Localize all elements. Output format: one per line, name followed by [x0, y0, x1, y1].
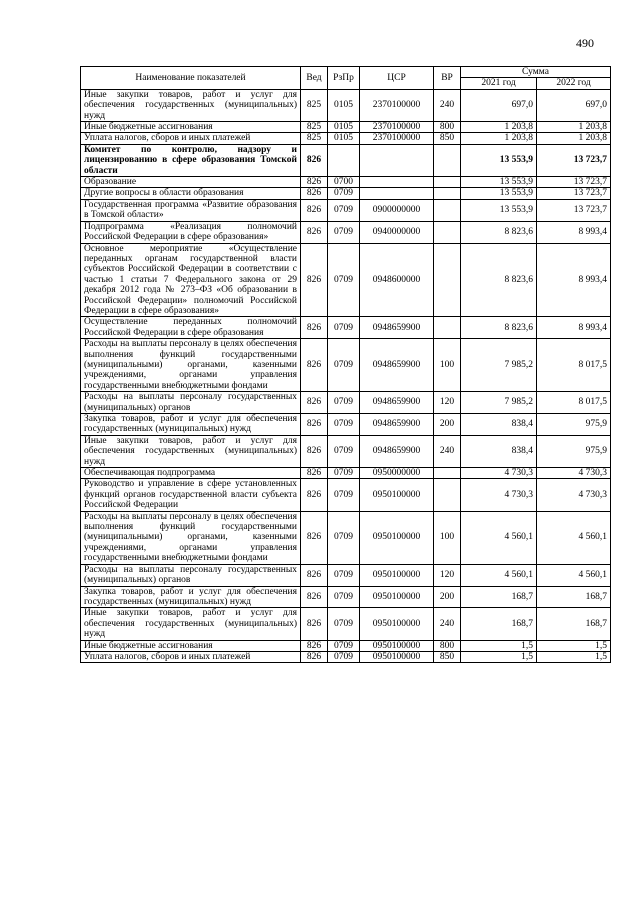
row-sum-2022: 4 560,1	[537, 564, 611, 586]
row-sum-2021: 4 730,3	[461, 468, 537, 479]
row-sum-2022: 4 560,1	[537, 511, 611, 564]
row-sum-2021: 4 560,1	[461, 511, 537, 564]
row-csr: 0950100000	[360, 640, 434, 651]
header-year-2022: 2022 год	[537, 78, 611, 89]
row-sum-2022: 1,5	[537, 651, 611, 662]
row-ved: 826	[301, 221, 328, 243]
row-vr	[434, 199, 461, 221]
table-row	[81, 188, 611, 199]
row-rzpr: 0709	[328, 317, 360, 339]
row-sum-2022: 975,9	[537, 414, 611, 436]
row-sum-2022: 13 723,7	[537, 177, 611, 188]
table-body	[81, 89, 611, 663]
row-sum-2021: 168,7	[461, 608, 537, 640]
row-name: Другие вопросы в области образования	[81, 188, 301, 199]
row-rzpr: 0709	[328, 339, 360, 392]
row-csr: 0948600000	[360, 243, 434, 317]
row-sum-2021: 4 730,3	[461, 479, 537, 511]
row-vr	[434, 317, 461, 339]
row-rzpr: 0709	[328, 243, 360, 317]
table-header	[81, 67, 611, 90]
header-year-2021: 2021 год	[461, 78, 537, 89]
row-sum-2022: 975,9	[537, 435, 611, 467]
row-vr	[434, 144, 461, 176]
row-rzpr: 0105	[328, 122, 360, 133]
row-csr: 0950100000	[360, 479, 434, 511]
row-name: Расходы на выплаты персоналу в целях обеспечения выполнения функций государственными (муниципальными) органами, казенными учреждениями, органами управления государственными внебюджетными фондами	[81, 339, 301, 392]
row-name: Подпрограмма «Реализация полномочий Российской Федерации в сфере образования»	[81, 221, 301, 243]
row-sum-2021: 4 560,1	[461, 564, 537, 586]
row-vr	[434, 221, 461, 243]
row-name: Уплата налогов, сборов и иных платежей	[81, 651, 301, 662]
row-sum-2022: 1 203,8	[537, 133, 611, 144]
row-rzpr: 0105	[328, 89, 360, 121]
row-name: Закупка товаров, работ и услуг для обеспечения государственных (муниципальных) нужд	[81, 414, 301, 436]
row-name: Иные закупки товаров, работ и услуг для обеспечения государственных (муниципальных) нужд	[81, 89, 301, 121]
row-ved: 826	[301, 243, 328, 317]
header-csr: ЦСР	[360, 67, 434, 90]
row-ved: 825	[301, 133, 328, 144]
table-row	[81, 608, 611, 640]
row-csr: 0950100000	[360, 564, 434, 586]
header-rzpr: РзПр	[328, 67, 360, 90]
row-name: Осуществление переданных полномочий Российской Федерации в сфере образования	[81, 317, 301, 339]
row-sum-2022: 4 730,3	[537, 479, 611, 511]
table-row	[81, 468, 611, 479]
header-ved: Вед	[301, 67, 328, 90]
row-rzpr: 0709	[328, 188, 360, 199]
row-ved: 826	[301, 586, 328, 608]
row-sum-2021: 838,4	[461, 435, 537, 467]
row-rzpr: 0709	[328, 586, 360, 608]
row-name: Закупка товаров, работ и услуг для обеспечения государственных (муниципальных) нужд	[81, 586, 301, 608]
header-name: Наименование показателей	[81, 67, 301, 90]
row-sum-2021: 1 203,8	[461, 133, 537, 144]
row-ved: 825	[301, 122, 328, 133]
row-rzpr: 0700	[328, 177, 360, 188]
row-name: Расходы на выплаты персоналу в целях обеспечения выполнения функций государственными (муниципальными) органами, казенными учреждениями, органами управления государственными внебюджетными фондами	[81, 511, 301, 564]
row-vr: 240	[434, 608, 461, 640]
row-csr: 0948659900	[360, 392, 434, 414]
table-row	[81, 177, 611, 188]
row-sum-2021: 7 985,2	[461, 392, 537, 414]
table-row	[81, 243, 611, 317]
row-rzpr: 0105	[328, 133, 360, 144]
row-name: Образование	[81, 177, 301, 188]
row-vr: 240	[434, 89, 461, 121]
row-sum-2021: 8 823,6	[461, 317, 537, 339]
row-vr: 800	[434, 122, 461, 133]
row-name: Иные бюджетные ассигнования	[81, 122, 301, 133]
row-ved: 826	[301, 651, 328, 662]
row-csr: 0948659900	[360, 435, 434, 467]
row-sum-2021: 1,5	[461, 651, 537, 662]
row-name: Иные закупки товаров, работ и услуг для обеспечения государственных (муниципальных) нужд	[81, 435, 301, 467]
row-csr: 0950100000	[360, 608, 434, 640]
table-row	[81, 392, 611, 414]
budget-table	[80, 66, 611, 663]
row-name: Иные бюджетные ассигнования	[81, 640, 301, 651]
row-sum-2022: 13 723,7	[537, 188, 611, 199]
row-sum-2022: 8 017,5	[537, 339, 611, 392]
row-sum-2022: 8 993,4	[537, 221, 611, 243]
row-ved: 826	[301, 468, 328, 479]
row-ved: 826	[301, 479, 328, 511]
row-sum-2022: 1,5	[537, 640, 611, 651]
row-csr: 2370100000	[360, 122, 434, 133]
row-sum-2022: 168,7	[537, 586, 611, 608]
row-vr: 120	[434, 392, 461, 414]
row-vr: 200	[434, 586, 461, 608]
row-csr: 0950000000	[360, 468, 434, 479]
row-rzpr: 0709	[328, 221, 360, 243]
row-vr	[434, 479, 461, 511]
row-rzpr: 0709	[328, 511, 360, 564]
row-rzpr: 0709	[328, 651, 360, 662]
row-rzpr	[328, 144, 360, 176]
table-row	[81, 144, 611, 176]
row-csr	[360, 188, 434, 199]
row-sum-2022: 13 723,7	[537, 144, 611, 176]
row-ved: 826	[301, 511, 328, 564]
row-name: Обеспечивающая подпрограмма	[81, 468, 301, 479]
row-csr: 0948659900	[360, 339, 434, 392]
table-row	[81, 414, 611, 436]
row-csr: 0948659900	[360, 414, 434, 436]
row-sum-2021: 8 823,6	[461, 221, 537, 243]
row-ved: 826	[301, 199, 328, 221]
row-rzpr: 0709	[328, 414, 360, 436]
row-vr	[434, 468, 461, 479]
row-rzpr: 0709	[328, 435, 360, 467]
row-csr: 0940000000	[360, 221, 434, 243]
row-ved: 826	[301, 608, 328, 640]
row-ved: 826	[301, 392, 328, 414]
row-vr: 850	[434, 651, 461, 662]
row-rzpr: 0709	[328, 392, 360, 414]
row-sum-2022: 4 730,3	[537, 468, 611, 479]
table-row	[81, 564, 611, 586]
row-name: Государственная программа «Развитие образования в Томской области»	[81, 199, 301, 221]
table-row	[81, 221, 611, 243]
row-sum-2021: 8 823,6	[461, 243, 537, 317]
row-vr	[434, 188, 461, 199]
row-ved: 826	[301, 339, 328, 392]
row-sum-2021: 697,0	[461, 89, 537, 121]
row-name: Руководство и управление в сфере установленных функций органов государственной власти субъекта Российской Федерации	[81, 479, 301, 511]
table-row	[81, 640, 611, 651]
row-sum-2021: 13 553,9	[461, 144, 537, 176]
table-row	[81, 199, 611, 221]
row-rzpr: 0709	[328, 640, 360, 651]
row-vr: 850	[434, 133, 461, 144]
row-ved: 825	[301, 89, 328, 121]
row-sum-2021: 1,5	[461, 640, 537, 651]
page-number: 490	[576, 36, 594, 50]
row-sum-2022: 697,0	[537, 89, 611, 121]
row-rzpr: 0709	[328, 564, 360, 586]
table-row	[81, 89, 611, 121]
row-vr: 200	[434, 414, 461, 436]
table-row	[81, 479, 611, 511]
row-csr: 0950100000	[360, 511, 434, 564]
row-vr: 120	[434, 564, 461, 586]
row-ved: 826	[301, 177, 328, 188]
row-name: Расходы на выплаты персоналу государственных (муниципальных) органов	[81, 564, 301, 586]
row-vr: 240	[434, 435, 461, 467]
row-ved: 826	[301, 317, 328, 339]
table-row	[81, 122, 611, 133]
row-vr: 800	[434, 640, 461, 651]
row-sum-2021: 13 553,9	[461, 188, 537, 199]
row-ved: 826	[301, 640, 328, 651]
row-sum-2022: 1 203,8	[537, 122, 611, 133]
table-row	[81, 317, 611, 339]
table-row	[81, 339, 611, 392]
row-sum-2021: 1 203,8	[461, 122, 537, 133]
row-csr: 2370100000	[360, 133, 434, 144]
row-sum-2022: 8 993,4	[537, 243, 611, 317]
row-sum-2021: 13 553,9	[461, 199, 537, 221]
row-csr: 0900000000	[360, 199, 434, 221]
row-rzpr: 0709	[328, 199, 360, 221]
row-name: Расходы на выплаты персоналу государственных (муниципальных) органов	[81, 392, 301, 414]
row-csr	[360, 177, 434, 188]
row-name: Комитет по контролю, надзору и лицензированию в сфере образования Томской области	[81, 144, 301, 176]
table-row	[81, 651, 611, 662]
header-sum: Сумма	[461, 67, 611, 78]
table-row	[81, 586, 611, 608]
row-sum-2021: 838,4	[461, 414, 537, 436]
row-vr: 100	[434, 511, 461, 564]
row-csr: 0950100000	[360, 651, 434, 662]
header-vr: ВР	[434, 67, 461, 90]
row-csr: 0950100000	[360, 586, 434, 608]
row-name: Основное мероприятие «Осуществление переданных органам государственной власти субъектов Российской Федерации в соответствии с частью 1 статьи 7 Федерального закона от 29 декабря 2012 года № 273–ФЗ «Об образовании в Российской Федерации» полномочий Российской Федерации в сфере образования»	[81, 243, 301, 317]
row-sum-2021: 168,7	[461, 586, 537, 608]
row-sum-2021: 7 985,2	[461, 339, 537, 392]
table-row	[81, 435, 611, 467]
row-rzpr: 0709	[328, 608, 360, 640]
table-row	[81, 511, 611, 564]
row-csr	[360, 144, 434, 176]
row-ved: 826	[301, 188, 328, 199]
row-rzpr: 0709	[328, 479, 360, 511]
row-sum-2022: 8 993,4	[537, 317, 611, 339]
row-ved: 826	[301, 414, 328, 436]
row-sum-2022: 8 017,5	[537, 392, 611, 414]
row-vr	[434, 243, 461, 317]
row-csr: 2370100000	[360, 89, 434, 121]
row-vr: 100	[434, 339, 461, 392]
row-rzpr: 0709	[328, 468, 360, 479]
row-sum-2022: 13 723,7	[537, 199, 611, 221]
row-name: Уплата налогов, сборов и иных платежей	[81, 133, 301, 144]
row-vr	[434, 177, 461, 188]
row-ved: 826	[301, 435, 328, 467]
table-row	[81, 133, 611, 144]
row-ved: 826	[301, 564, 328, 586]
row-sum-2021: 13 553,9	[461, 177, 537, 188]
row-name: Иные закупки товаров, работ и услуг для обеспечения государственных (муниципальных) нужд	[81, 608, 301, 640]
row-csr: 0948659900	[360, 317, 434, 339]
row-sum-2022: 168,7	[537, 608, 611, 640]
row-ved: 826	[301, 144, 328, 176]
